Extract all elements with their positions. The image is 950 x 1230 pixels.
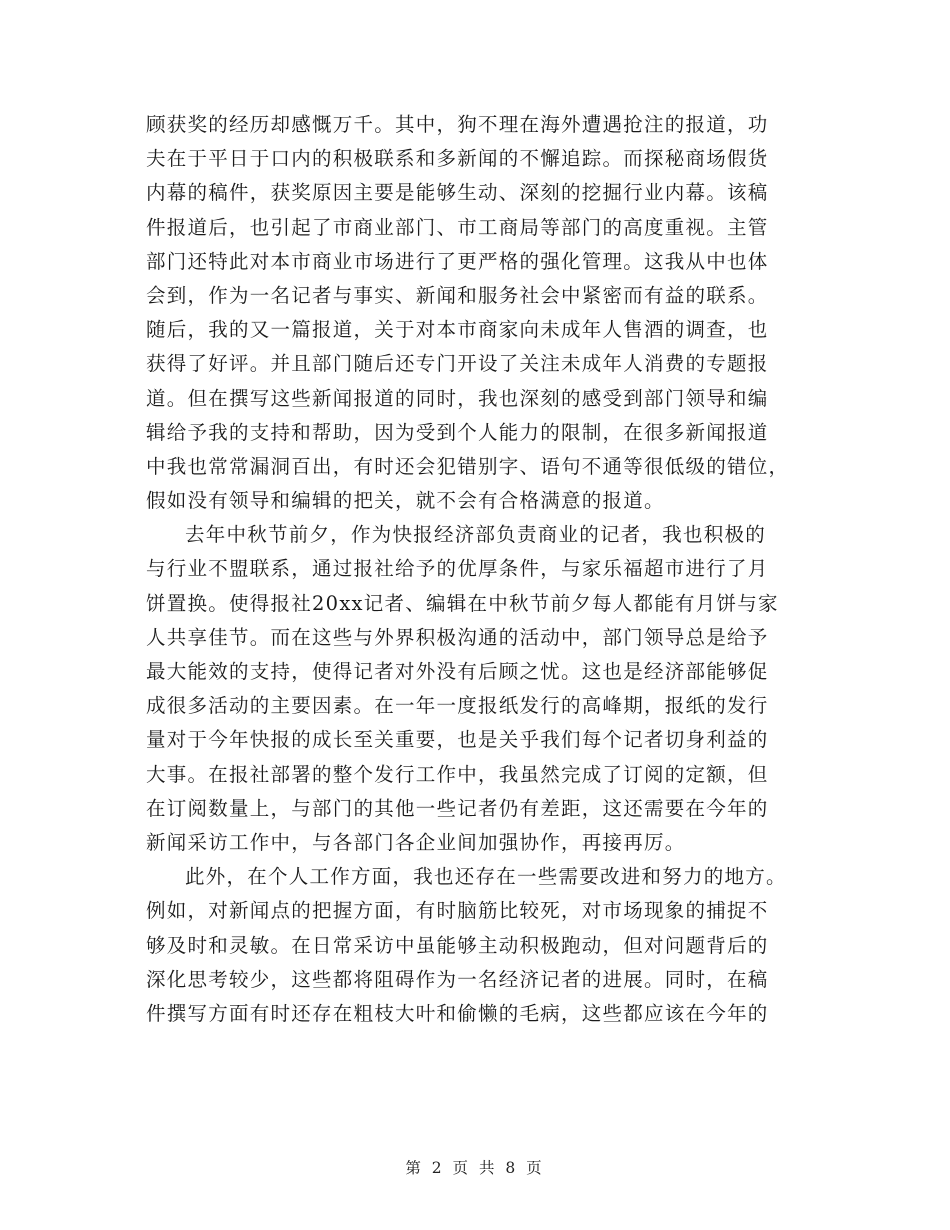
- paragraph-first-line: 去年中秋节前夕，作为快报经济部负责商业的记者，我也积极的: [185, 523, 767, 547]
- text-line: 饼置换。使得报社20xx记者、编辑在中秋节前夕每人都能有月饼与家: [146, 591, 779, 615]
- body-text: [146, 108, 806, 1031]
- text-line: 部门还特此对本市商业市场进行了更严格的强化管理。这我从中也体: [146, 249, 769, 273]
- text-line: 量对于今年快报的成长至关重要，也是关乎我们每个记者切身利益的: [146, 728, 769, 752]
- text-line: 假如没有领导和编辑的把关，就不会有合格满意的报道。: [146, 489, 665, 513]
- text-line: 大事。在报社部署的整个发行工作中，我虽然完成了订阅的定额，但: [146, 762, 769, 786]
- text-line: 深化思考较少，这些都将阻碍作为一名经济记者的进展。同时，在稿: [146, 967, 769, 991]
- text-line: 够及时和灵敏。在日常采访中虽能够主动积极跑动，但对问题背后的: [146, 933, 769, 957]
- text-line: 道。但在撰写这些新闻报道的同时，我也深刻的感受到部门领导和编: [146, 386, 769, 410]
- text-line: 例如，对新闻点的把握方面，有时脑筋比较死，对市场现象的捕捉不: [146, 899, 769, 923]
- text-line: 最大能效的支持，使得记者对外没有后顾之忧。这也是经济部能够促: [146, 660, 769, 683]
- text-line: 会到，作为一名记者与事实、新闻和服务社会中紧密而有益的联系。: [146, 283, 769, 307]
- text-line: 随后，我的又一篇报道，关于对本市商家向未成年人售酒的调查，也: [146, 318, 769, 342]
- text-line: 新闻采访工作中，与各部门各企业间加强协作，再接再厉。: [146, 830, 686, 854]
- text-line: 在订阅数量上，与部门的其他一些记者仍有差距，这还需要在今年的: [146, 796, 769, 820]
- text-line: 获得了好评。并且部门随后还专门开设了关注未成年人消费的专题报: [146, 352, 769, 376]
- text-line: 辑给予我的支持和帮助，因为受到个人能力的限制，在很多新闻报道: [146, 420, 769, 444]
- text-line: 顾获奖的经历却感慨万千。其中，狗不理在海外遭遇抢注的报道，功: [146, 113, 769, 136]
- text-line: 成很多活动的主要因素。在一年一度报纸发行的高峰期，报纸的发行: [146, 694, 769, 718]
- text-line: 夫在于平日于口内的积极联系和多新闻的不懈追踪。而探秘商场假货: [146, 147, 769, 171]
- text-line: 件撰写方面有时还存在粗枝大叶和偷懒的毛病，这些都应该在今年的: [146, 1001, 769, 1025]
- paragraph-first-line: 此外，在个人工作方面，我也还存在一些需要改进和努力的地方。: [185, 865, 787, 889]
- text-line: 件报道后，也引起了市商业部门、市工商局等部门的高度重视。主管: [146, 215, 769, 239]
- page-number-footer: 第 2 页 共 8 页: [405, 1159, 545, 1177]
- text-line: 人共享佳节。而在这些与外界积极沟通的活动中，部门领导总是给予: [146, 625, 769, 649]
- text-line: 与行业不盟联系，通过报社给予的优厚条件，与家乐福超市进行了月: [146, 557, 769, 581]
- text-line: 内幕的稿件，获奖原因主要是能够生动、深刻的挖掘行业内幕。该稿: [146, 181, 769, 205]
- text-line: 中我也常常漏洞百出，有时还会犯错别字、语句不通等很低级的错位，: [146, 454, 790, 478]
